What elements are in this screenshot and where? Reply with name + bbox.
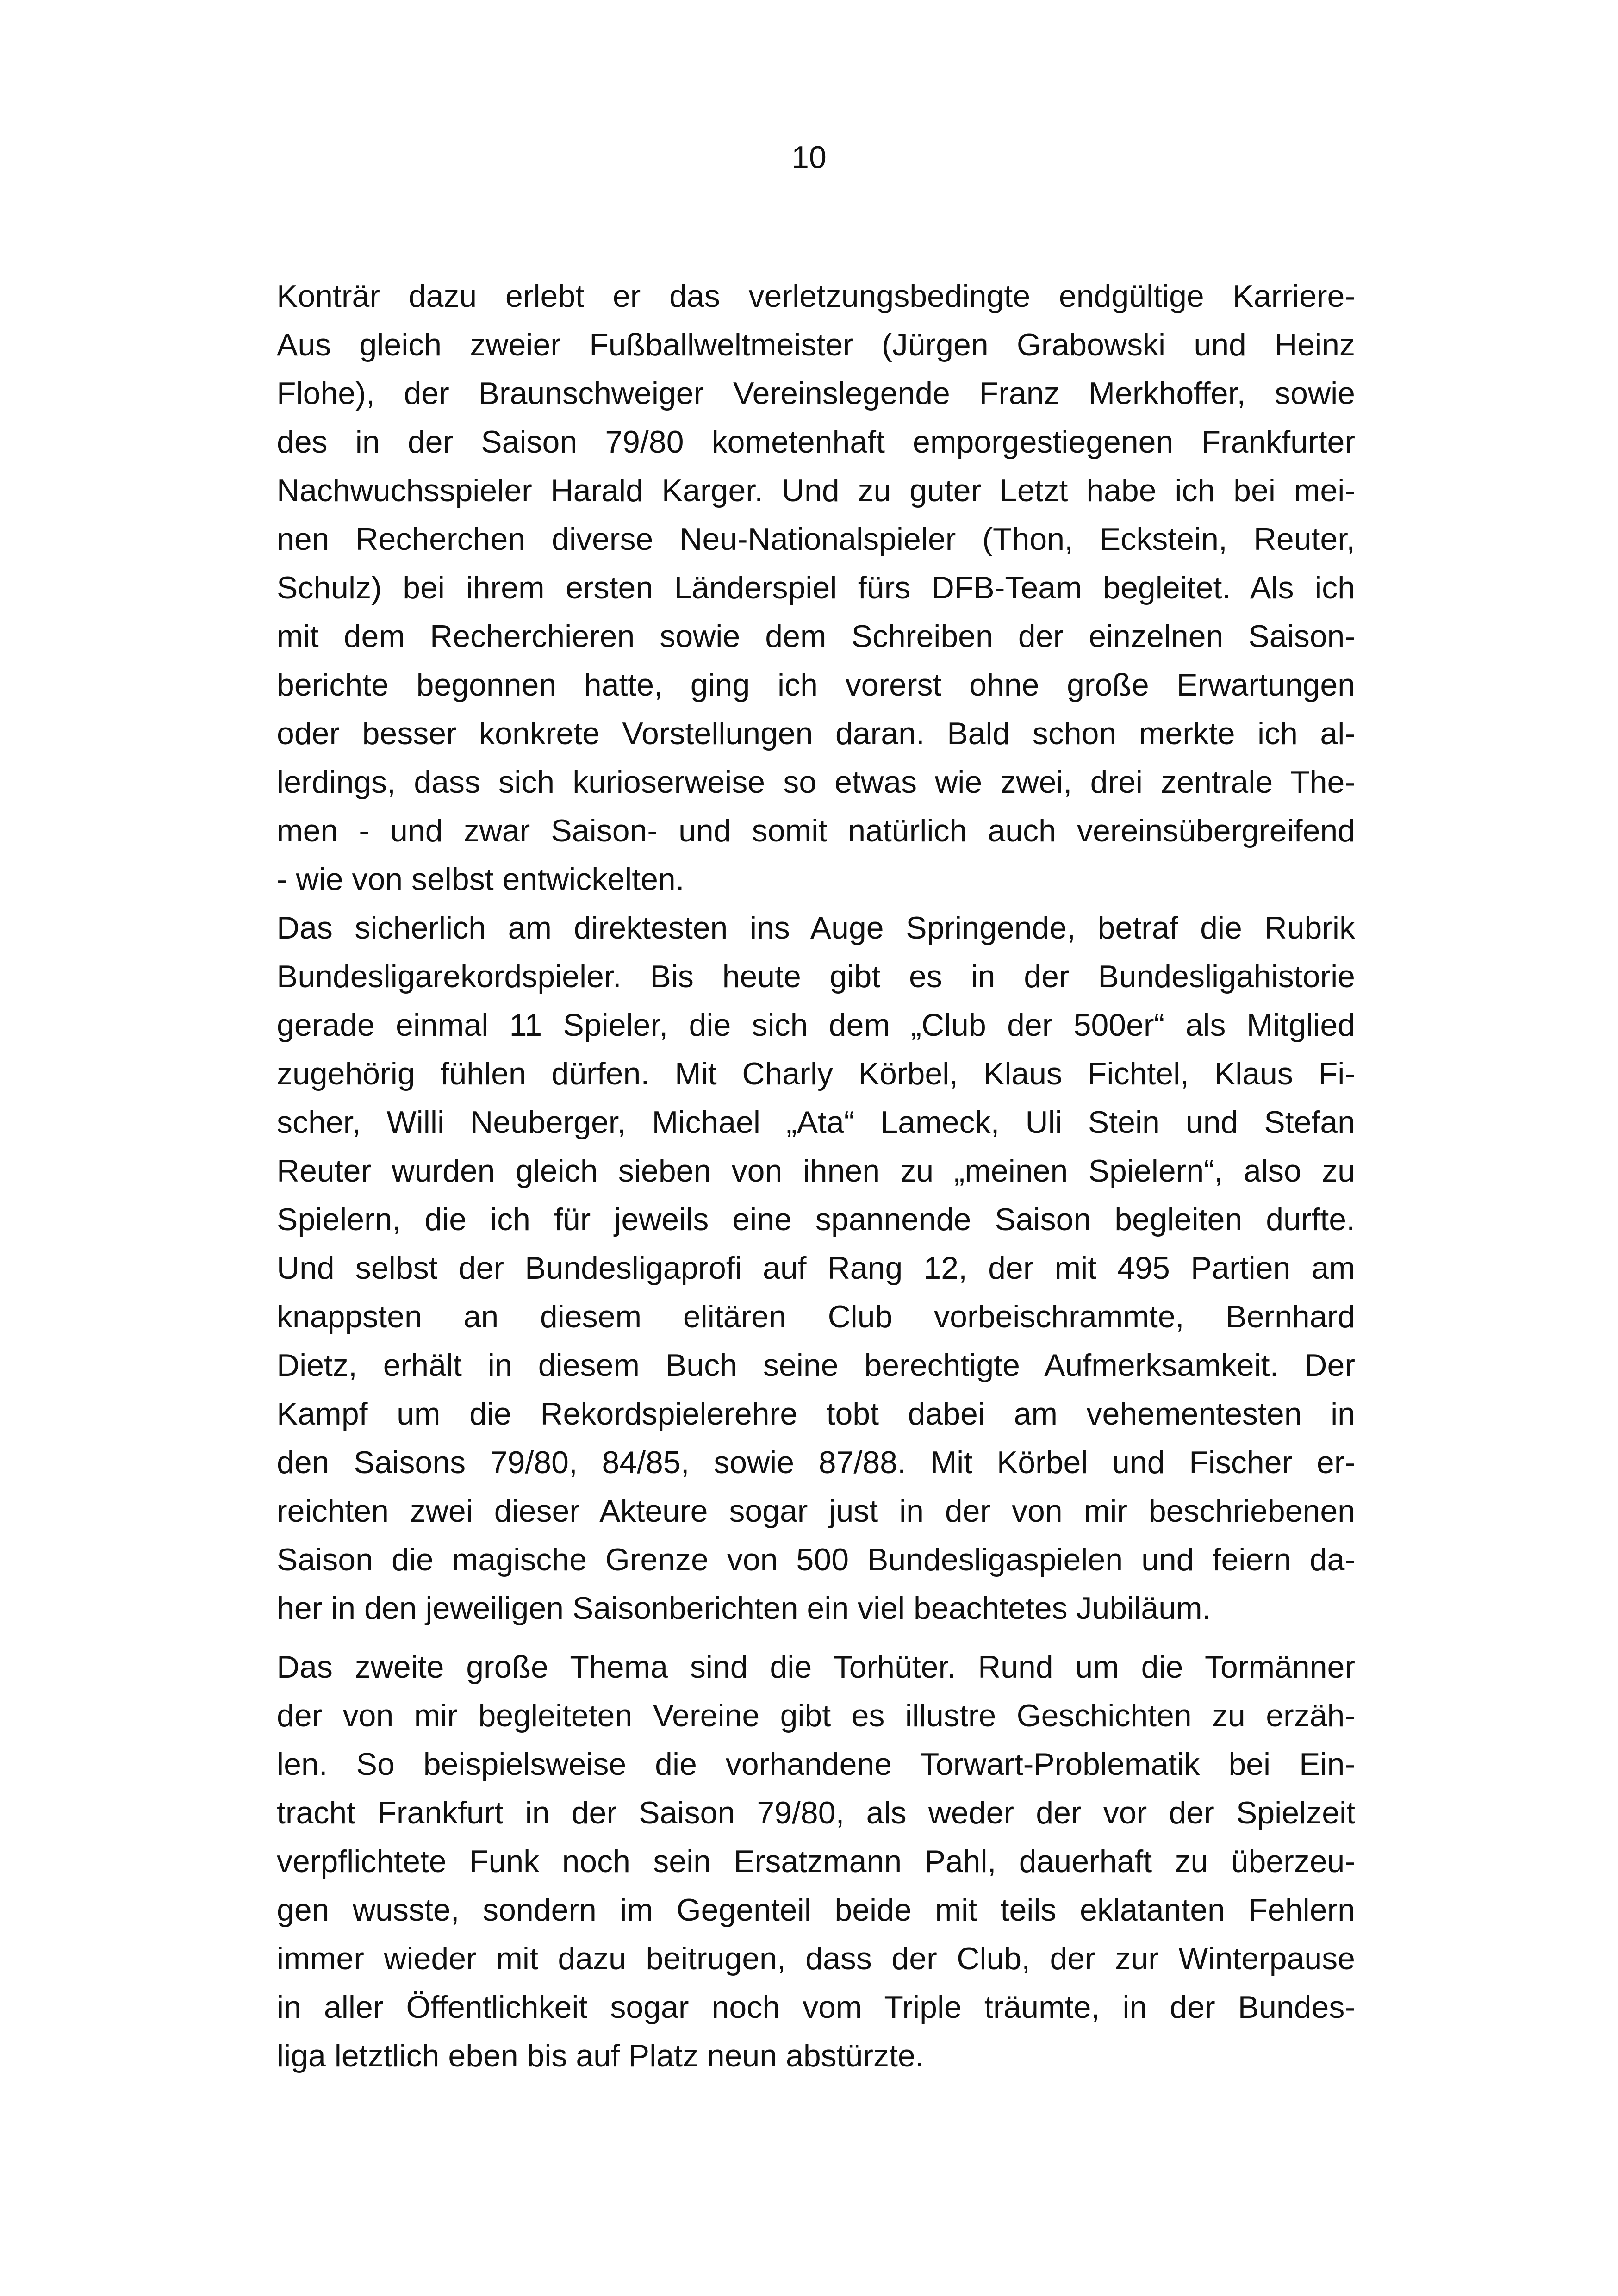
text-line: Dietz, erhält in diesem Buch seine berechtigte Aufmerksamkeit. Der	[277, 1348, 1355, 1383]
text-line: - wie von selbst entwickelten.	[277, 862, 685, 897]
paragraph-1	[277, 272, 1355, 904]
text-line: immer wieder mit dazu beitrugen, dass der Club, der zur Winterpause	[277, 1941, 1355, 1976]
text-line: berichte begonnen hatte, ging ich vorerst ohne große Erwartungen	[277, 667, 1355, 703]
text-line: Konträr dazu erlebt er das verletzungsbedingte endgültige Karriere-	[277, 279, 1355, 314]
text-line: liga letztlich eben bis auf Platz neun abstürzte.	[277, 2038, 924, 2073]
text-line: mit dem Recherchieren sowie dem Schreiben der einzelnen Saison-	[277, 619, 1355, 654]
text-line: lerdings, dass sich kurioserweise so etwas wie zwei, drei zentrale The-	[277, 765, 1355, 800]
text-line: Spielern, die ich für jeweils eine spannende Saison begleiten durfte.	[277, 1202, 1355, 1237]
text-line: knappsten an diesem elitären Club vorbeischrammte, Bernhard	[277, 1299, 1355, 1334]
text-line: des in der Saison 79/80 kometenhaft emporgestiegenen Frankfurter	[277, 424, 1355, 460]
body-text-section-2	[277, 1643, 1355, 2080]
text-line: reichten zwei dieser Akteure sogar just in der von mir beschriebenen	[277, 1493, 1355, 1529]
text-line: Das zweite große Thema sind die Torhüter. Rund um die Tormänner	[277, 1649, 1355, 1685]
text-line: nen Recherchen diverse Neu-Nationalspieler (Thon, Eckstein, Reuter,	[277, 522, 1355, 557]
text-line: Bundesligarekordspieler. Bis heute gibt es in der Bundesligahistorie	[277, 959, 1355, 994]
text-line: oder besser konkrete Vorstellungen daran. Bald schon merkte ich al-	[277, 716, 1355, 751]
page-number: 10	[791, 140, 827, 175]
text-line: her in den jeweiligen Saisonberichten ein viel beachtetes Jubiläum.	[277, 1591, 1211, 1626]
text-line: Das sicherlich am direktesten ins Auge Springende, betraf die Rubrik	[277, 910, 1355, 946]
paragraph-2	[277, 904, 1355, 1633]
text-line: men - und zwar Saison- und somit natürlich auch vereinsübergreifend	[277, 813, 1355, 848]
text-line: Nachwuchsspieler Harald Karger. Und zu guter Letzt habe ich bei mei-	[277, 473, 1355, 508]
text-line: tracht Frankfurt in der Saison 79/80, als weder der vor der Spielzeit	[277, 1795, 1355, 1830]
text-line: Und selbst der Bundesligaprofi auf Rang 12, der mit 495 Partien am	[277, 1251, 1355, 1286]
text-line: verpflichtete Funk noch sein Ersatzmann Pahl, dauerhaft zu überzeu-	[277, 1844, 1355, 1879]
text-line: Reuter wurden gleich sieben von ihnen zu „meinen Spielern“, also zu	[277, 1153, 1355, 1188]
body-text-section-1	[277, 272, 1355, 1633]
text-line: Schulz) bei ihrem ersten Länderspiel fürs DFB-Team begleitet. Als ich	[277, 570, 1355, 605]
text-line: Saison die magische Grenze von 500 Bundesligaspielen und feiern da-	[277, 1542, 1355, 1577]
text-line: Aus gleich zweier Fußballweltmeister (Jürgen Grabowski und Heinz	[277, 327, 1355, 362]
paragraph-3	[277, 1643, 1355, 2080]
text-line: gen wusste, sondern im Gegenteil beide mit teils eklatanten Fehlern	[277, 1892, 1355, 1928]
text-line: in aller Öffentlichkeit sogar noch vom Triple träumte, in der Bundes-	[277, 1990, 1355, 2025]
text-line: Flohe), der Braunschweiger Vereinslegende Franz Merkhoffer, sowie	[277, 376, 1355, 411]
text-line: Kampf um die Rekordspielerehre tobt dabei am vehementesten in	[277, 1396, 1355, 1431]
text-line: len. So beispielsweise die vorhandene Torwart-Problematik bei Ein-	[277, 1747, 1355, 1782]
text-line: gerade einmal 11 Spieler, die sich dem „Club der 500er“ als Mitglied	[277, 1008, 1355, 1043]
text-line: der von mir begleiteten Vereine gibt es illustre Geschichten zu erzäh-	[277, 1698, 1355, 1733]
text-line: scher, Willi Neuberger, Michael „Ata“ Lameck, Uli Stein und Stefan	[277, 1105, 1355, 1140]
text-line: den Saisons 79/80, 84/85, sowie 87/88. Mit Körbel und Fischer er-	[277, 1445, 1355, 1480]
text-line: zugehörig fühlen dürfen. Mit Charly Körbel, Klaus Fichtel, Klaus Fi-	[277, 1056, 1355, 1091]
